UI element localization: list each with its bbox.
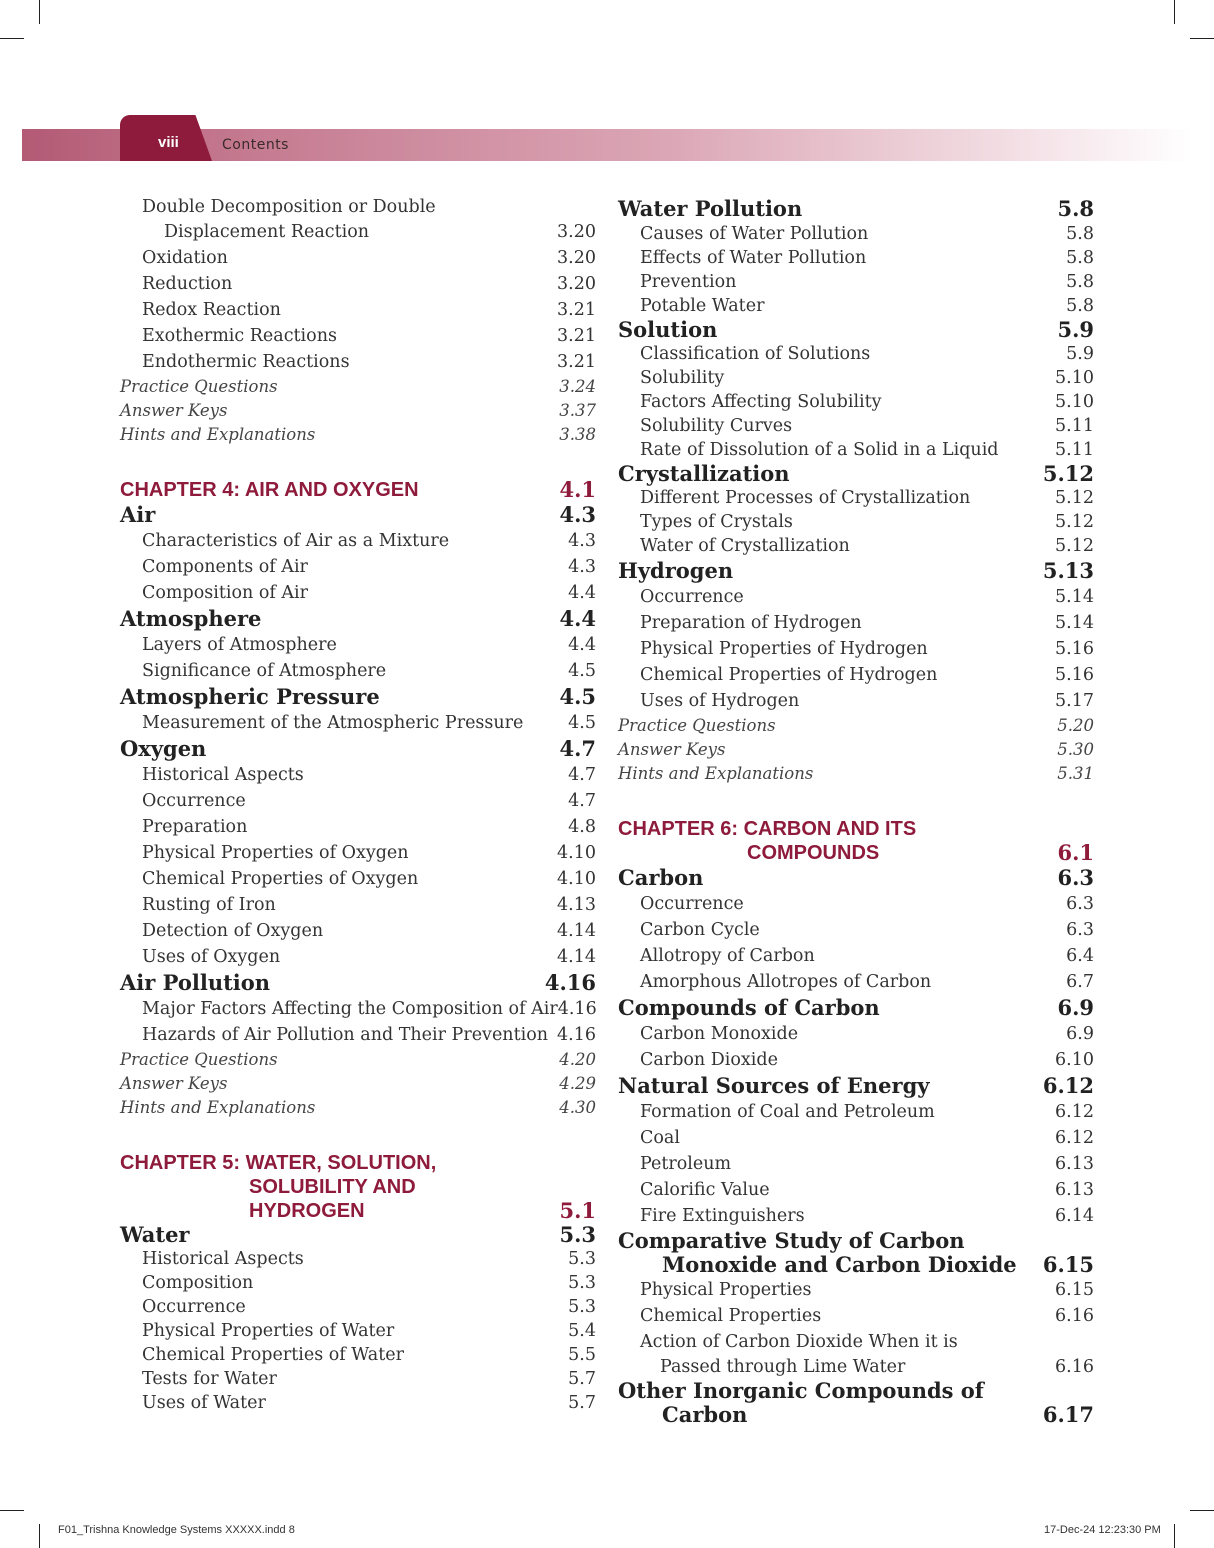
crop-mark: [0, 1510, 24, 1511]
section-heading: Water 5.3: [120, 1222, 596, 1247]
toc-entry: Fire Extinguishers 6.14: [640, 1206, 1094, 1226]
crop-mark: [1174, 1524, 1175, 1548]
toc-entry: Significance of Atmosphere 4.5: [142, 661, 596, 681]
chapter-heading: HYDROGEN 5.1: [249, 1198, 596, 1223]
answer-keys-link: Answer Keys 5.30: [618, 740, 1094, 759]
toc-entry: Double Decomposition or Double: [142, 197, 436, 217]
crop-mark: [1174, 0, 1175, 24]
answer-keys-link: Answer Keys 4.29: [120, 1074, 596, 1093]
section-heading: Water Pollution 5.8: [618, 196, 1094, 221]
toc-entry: Exothermic Reactions 3.21: [142, 326, 596, 346]
section-heading: Hydrogen 5.13: [618, 558, 1094, 583]
answer-keys-link: Answer Keys 3.37: [120, 401, 596, 420]
toc-entry: Different Processes of Crystallization 5.12: [640, 488, 1094, 508]
toc-entry: Historical Aspects 4.7: [142, 765, 596, 785]
section-heading: Monoxide and Carbon Dioxide 6.15: [662, 1252, 1094, 1277]
toc-entry: Physical Properties of Hydrogen 5.16: [640, 639, 1094, 659]
section-heading: Natural Sources of Energy 6.12: [618, 1073, 1094, 1098]
toc-entry: Chemical Properties 6.16: [640, 1306, 1094, 1326]
section-heading: Air Pollution 4.16: [120, 970, 596, 995]
toc-entry: Redox Reaction 3.21: [142, 300, 596, 320]
footer-file-slug: F01_Trishna Knowledge Systems XXXXX.indd 8: [58, 1524, 295, 1536]
toc-entry: Effects of Water Pollution 5.8: [640, 248, 1094, 268]
toc-entry: Carbon Cycle 6.3: [640, 920, 1094, 940]
toc-entry: Endothermic Reactions 3.21: [142, 352, 596, 372]
toc-entry: Occurrence 5.3: [142, 1297, 596, 1317]
toc-entry: Causes of Water Pollution 5.8: [640, 224, 1094, 244]
toc-entry: Prevention 5.8: [640, 272, 1094, 292]
toc-entry: Major Factors Affecting the Composition of Air 4.16: [142, 999, 597, 1019]
toc-left-column: [120, 195, 596, 1415]
section-heading: Other Inorganic Compounds of: [618, 1378, 984, 1403]
crop-mark: [1190, 38, 1214, 39]
section-heading: Oxygen 4.7: [120, 736, 596, 761]
section-heading: Comparative Study of Carbon: [618, 1228, 965, 1253]
toc-entry: Preparation of Hydrogen 5.14: [640, 613, 1094, 633]
toc-entry: Uses of Hydrogen 5.17: [640, 691, 1094, 711]
practice-questions-link: Practice Questions 3.24: [120, 377, 596, 396]
toc-entry: Formation of Coal and Petroleum 6.12: [640, 1102, 1094, 1122]
toc-entry: Petroleum 6.13: [640, 1154, 1094, 1174]
toc-entry: Types of Crystals 5.12: [640, 512, 1094, 532]
toc-entry: Allotropy of Carbon 6.4: [640, 946, 1094, 966]
page-number: viii: [158, 134, 179, 151]
toc-entry: Carbon Monoxide 6.9: [640, 1024, 1094, 1044]
section-heading: Carbon 6.17: [662, 1402, 1094, 1427]
toc-entry: Composition of Air 4.4: [142, 583, 596, 603]
toc-entry: Components of Air 4.3: [142, 557, 596, 577]
section-heading: Compounds of Carbon 6.9: [618, 995, 1094, 1020]
chapter-heading: CHAPTER 4: AIR AND OXYGEN 4.1: [120, 477, 596, 502]
toc-entry: Characteristics of Air as a Mixture 4.3: [142, 531, 596, 551]
toc-entry: Composition 5.3: [142, 1273, 596, 1293]
section-heading: Air 4.3: [120, 502, 596, 527]
practice-questions-link: Practice Questions 5.20: [618, 716, 1094, 735]
toc-entry: Physical Properties 6.15: [640, 1280, 1094, 1300]
toc-entry: Factors Affecting Solubility 5.10: [640, 392, 1094, 412]
toc-entry: Solubility Curves 5.11: [640, 416, 1094, 436]
toc-entry: Physical Properties of Oxygen 4.10: [142, 843, 596, 863]
hints-link: Hints and Explanations 3.38: [120, 425, 596, 444]
toc-entry: Tests for Water 5.7: [142, 1369, 596, 1389]
toc-entry: Historical Aspects 5.3: [142, 1249, 596, 1269]
crop-mark: [1190, 1510, 1214, 1511]
section-heading: Crystallization 5.12: [618, 461, 1094, 486]
toc-entry: Calorific Value 6.13: [640, 1180, 1094, 1200]
practice-questions-link: Practice Questions 4.20: [120, 1050, 596, 1069]
toc-entry: Measurement of the Atmospheric Pressure 4.5: [142, 713, 596, 733]
toc-entry: Layers of Atmosphere 4.4: [142, 635, 596, 655]
section-heading: Carbon 6.3: [618, 865, 1094, 890]
crop-mark: [0, 38, 24, 39]
chapter-heading: COMPOUNDS 6.1: [747, 840, 1094, 865]
toc-entry: Chemical Properties of Water 5.5: [142, 1345, 596, 1365]
toc-entry: Rusting of Iron 4.13: [142, 895, 596, 915]
toc-entry: Passed through Lime Water 6.16: [660, 1357, 1094, 1377]
toc-entry: Reduction 3.20: [142, 274, 596, 294]
chapter-heading: CHAPTER 6: CARBON AND ITS: [618, 818, 917, 840]
toc-entry: Classification of Solutions 5.9: [640, 344, 1094, 364]
toc-entry: Hazards of Air Pollution and Their Prevention 4.16: [142, 1025, 596, 1045]
toc-entry: Amorphous Allotropes of Carbon 6.7: [640, 972, 1094, 992]
section-heading: Atmosphere 4.4: [120, 606, 596, 631]
toc-entry: Uses of Water 5.7: [142, 1393, 596, 1413]
toc-entry: Occurrence 6.3: [640, 894, 1094, 914]
section-heading: Solution 5.9: [618, 317, 1094, 342]
toc-entry: Carbon Dioxide 6.10: [640, 1050, 1094, 1070]
chapter-heading: SOLUBILITY AND: [249, 1176, 416, 1198]
toc-entry: Chemical Properties of Oxygen 4.10: [142, 869, 596, 889]
toc-entry: Occurrence 4.7: [142, 791, 596, 811]
toc-entry: Displacement Reaction 3.20: [164, 222, 596, 242]
toc-entry: Coal 6.12: [640, 1128, 1094, 1148]
toc-entry: Oxidation 3.20: [142, 248, 596, 268]
toc-entry: Preparation 4.8: [142, 817, 596, 837]
toc-right-column: [618, 196, 1094, 1427]
hints-link: Hints and Explanations 4.30: [120, 1098, 596, 1117]
crop-mark: [39, 0, 40, 24]
footer-date-slug: 17-Dec-24 12:23:30 PM: [1044, 1524, 1161, 1536]
chapter-heading: CHAPTER 5: WATER, SOLUTION,: [120, 1152, 437, 1174]
section-heading: Atmospheric Pressure 4.5: [120, 684, 596, 709]
toc-entry: Action of Carbon Dioxide When it is: [640, 1332, 958, 1352]
toc-entry: Solubility 5.10: [640, 368, 1094, 388]
toc-entry: Water of Crystallization 5.12: [640, 536, 1094, 556]
toc-entry: Uses of Oxygen 4.14: [142, 947, 596, 967]
crop-mark: [39, 1524, 40, 1548]
toc-entry: Potable Water 5.8: [640, 296, 1094, 316]
hints-link: Hints and Explanations 5.31: [618, 764, 1094, 783]
toc-entry: Rate of Dissolution of a Solid in a Liquid 5.11: [640, 440, 1094, 460]
toc-entry: Occurrence 5.14: [640, 587, 1094, 607]
running-title: Contents: [222, 137, 289, 153]
toc-entry: Physical Properties of Water 5.4: [142, 1321, 596, 1341]
toc-entry: Detection of Oxygen 4.14: [142, 921, 596, 941]
toc-entry: Chemical Properties of Hydrogen 5.16: [640, 665, 1094, 685]
